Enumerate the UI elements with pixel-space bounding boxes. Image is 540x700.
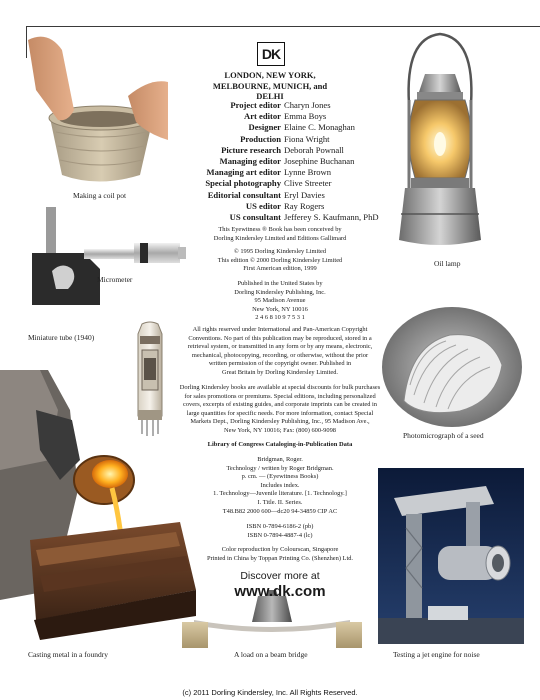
credit-role: Designer: [248, 122, 281, 133]
isbn-paragraph: [180, 523, 380, 540]
micrometer-image: [28, 205, 188, 310]
credit-name: Fiona Wright: [284, 133, 330, 144]
caption-oil-lamp: Oil lamp: [434, 259, 461, 268]
caption-seed: Photomicrograph of a seed: [403, 431, 484, 440]
credit-role: Managing art editor: [206, 167, 281, 178]
credit-name: Josephine Buchanan: [284, 156, 355, 167]
text-line: Color reproduction by Colourscan, Singapore: [221, 546, 339, 553]
credit-name: Ray Rogers: [284, 200, 325, 211]
credit-row: [180, 100, 380, 111]
credit-row: [180, 145, 380, 156]
text-line: large quantities for specific needs. For more information, contact Special: [186, 409, 374, 417]
credit-row: [180, 134, 380, 145]
credit-row: [180, 212, 380, 223]
text-line: retrieval system, or transmitted in any form or by any means, electronic,: [187, 343, 373, 351]
discounts-paragraph: [166, 384, 394, 436]
text-line: This Eyewitness ® Book has been conceived by: [218, 226, 342, 233]
text-line: Markets Dept., Dorling Kindersley Publishing, Inc., 95 Madison Ave.,: [190, 418, 370, 426]
text-line: Great Britain by Dorling Kindersley Limited.: [221, 368, 339, 376]
caption-beam: A load on a beam bridge: [234, 650, 308, 659]
credit-role: US consultant: [229, 212, 281, 223]
text-line: © 1995 Dorling Kindersley Limited: [233, 248, 327, 255]
text-line: First American edition, 1999: [243, 265, 317, 273]
text-line: Published in the United States by: [237, 280, 323, 287]
credit-role: Picture research: [221, 144, 281, 155]
credit-name: Emma Boys: [284, 111, 327, 122]
text-line: 2 4 6 8 10 9 7 5 3 1: [255, 314, 305, 322]
text-line: Conventions. No part of this publication may be reproduced, stored in a: [188, 334, 372, 342]
text-line: mechanical, photocopying, recording, or otherwise, without the prior: [191, 351, 369, 359]
publisher-paragraph: [180, 280, 380, 323]
caption-coil-pot: Making a coil pot: [73, 191, 127, 200]
credit-name: Charyn Jones: [284, 100, 331, 110]
credit-role: Special photography: [205, 178, 281, 189]
text-line: Printed in China by Toppan Printing Co. (Shenzhen) Ltd.: [206, 554, 354, 562]
credit-role: Production: [240, 133, 281, 144]
oil-lamp-image: [385, 28, 495, 258]
credit-name: Lynne Brown: [284, 167, 332, 178]
dk-logo: DK: [257, 42, 285, 66]
discover-text: Discover more at: [240, 570, 320, 582]
credit-name: Eryl Davies: [284, 189, 325, 200]
publisher-cities: [205, 70, 335, 102]
text-line: written permission of the copyright owner. Published in: [208, 360, 352, 368]
text-line: Dorling Kindersley Publishing, Inc.: [234, 288, 326, 296]
copyright-notice: (c) 2011 Dorling Kindersley, Inc. All Rights Reserved.: [182, 688, 358, 697]
text-line: Technology / written by Roger Bridgman.: [226, 464, 334, 472]
credit-name: Elaine C. Monaghan: [284, 122, 355, 133]
text-line: All rights reserved under International and Pan-American Copyright: [192, 326, 368, 333]
text-line: ISBN 0-7894-4887-4 (lc): [247, 531, 313, 539]
left-rule: [26, 26, 27, 58]
credit-role: Editorial consultant: [207, 189, 281, 200]
coil-pot-image: [28, 30, 168, 190]
credit-name: Clive Streeter: [284, 178, 332, 189]
text-line: p. cm. — (Eyewitness Books): [241, 473, 319, 481]
text-line: Dorling Kindersley books are available at special discounts for bulk purchases: [179, 384, 381, 391]
credit-role: US editor: [245, 200, 281, 211]
caption-micrometer: Micrometer: [97, 275, 133, 284]
credit-row: [180, 167, 380, 178]
credit-row: [180, 122, 380, 133]
credit-name: Deborah Pownall: [284, 144, 344, 155]
text-line: This edition © 2000 Dorling Kindersley Limited: [217, 256, 343, 264]
cities-line: LONDON, NEW YORK,: [224, 70, 316, 80]
conceived-paragraph: [180, 226, 380, 243]
caption-foundry: Casting metal in a foundry: [28, 650, 108, 659]
text-line: I. Title. II. Series.: [257, 498, 303, 506]
credit-row: [180, 156, 380, 167]
text-line: Bridgman, Roger.: [257, 456, 303, 463]
text-line: covers, excerpts of existing guides, and corporate imprints can be created in: [183, 401, 377, 409]
credit-row: [180, 201, 380, 212]
credit-row: [180, 111, 380, 122]
text-line: 1. Technology—Juvenile literature. [1. Technology.]: [213, 490, 347, 498]
website-link[interactable]: www.dk.com: [234, 583, 326, 600]
printing-paragraph: [180, 546, 380, 563]
credit-name: Jefferey S. Kaufmann, PhD: [284, 212, 379, 223]
cities-line: MELBOURNE, MUNICH, and DELHI: [212, 80, 328, 101]
text-line: Dorling Kindersley Limited and Editions Gallimard: [213, 234, 347, 242]
credit-role: Managing editor: [219, 156, 281, 167]
text-line: New York, NY 10016: [252, 305, 308, 313]
credit-row: [180, 190, 380, 201]
credit-role: Project editor: [230, 100, 281, 110]
seed-image: [380, 305, 525, 430]
jet-engine-image: [378, 468, 524, 644]
loc-heading: Library of Congress Cataloging-in-Publication Data: [207, 441, 353, 448]
text-line: New York, NY 10016; Fax: (800) 600-9098: [224, 426, 336, 434]
caption-jet: Testing a jet engine for noise: [393, 650, 480, 659]
caption-tube: Miniature tube (1940): [28, 333, 95, 342]
credit-row: [180, 178, 380, 189]
text-line: Includes index.: [260, 481, 300, 489]
text-line: ISBN 0-7894-6186-2 (pb): [246, 523, 314, 530]
credits-list: [180, 100, 380, 223]
rights-paragraph: [170, 326, 390, 378]
editions-paragraph: [180, 248, 380, 274]
text-line: 95 Madison Avenue: [254, 297, 306, 305]
text-line: T48.B82 2000 600—dc20 94-34859 CIP AC: [222, 507, 338, 515]
loc-paragraph: [180, 456, 380, 516]
credit-role: Art editor: [244, 111, 281, 122]
top-rule: [26, 26, 540, 27]
text-line: for sales promotions or premiums. Special editions, including personalized: [184, 392, 376, 400]
